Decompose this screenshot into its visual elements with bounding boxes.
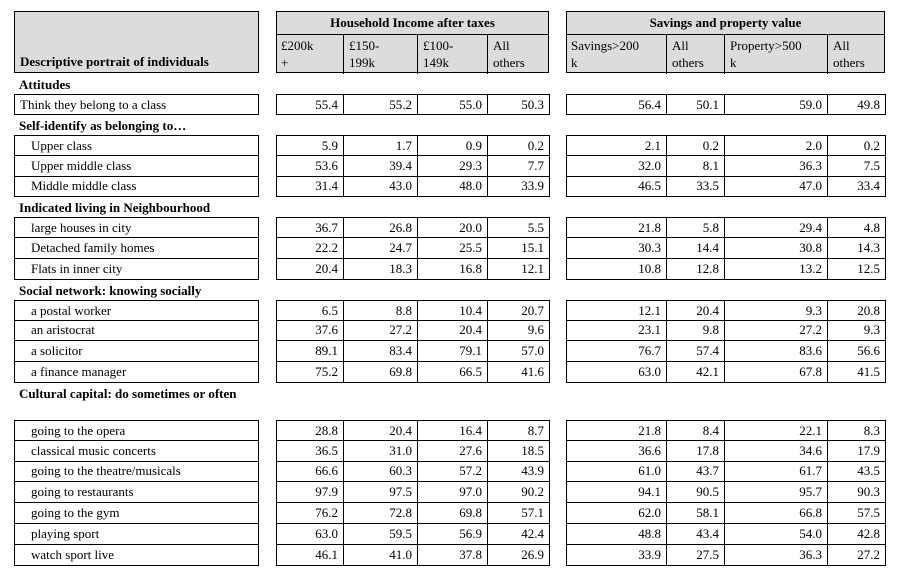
savings-col-header-line: Savings>200: [571, 38, 640, 53]
table-cell: 6.5: [276, 300, 344, 321]
savings-col-header-1: [566, 34, 666, 74]
table-cell: 53.6: [276, 156, 344, 177]
table-cell: 36.3: [725, 545, 828, 566]
table-cell: 42.1: [667, 362, 725, 383]
table-row: [0, 176, 901, 197]
table-row: [0, 94, 901, 115]
table-cell: 69.8: [418, 503, 488, 524]
row-label: Upper class: [14, 135, 259, 156]
table-cell: 27.6: [418, 441, 488, 462]
table-cell: 30.3: [566, 238, 667, 259]
income-col-header-line: +: [281, 55, 289, 70]
table-cell: 20.7: [488, 300, 550, 321]
table-row: [0, 320, 901, 341]
table-cell: 17.8: [667, 441, 725, 462]
table-cell: 8.8: [344, 300, 418, 321]
income-col-header-1: [276, 34, 343, 74]
table-cell: 36.7: [276, 217, 344, 238]
table-cell: 14.4: [667, 238, 725, 259]
table-cell: 43.5: [828, 461, 886, 482]
table-cell: 48.8: [566, 524, 667, 545]
table-cell: 23.1: [566, 320, 667, 341]
table-cell: 28.8: [276, 420, 344, 441]
table-cell: 8.3: [828, 420, 886, 441]
savings-col-header-line: others: [672, 55, 704, 70]
table-cell: 43.9: [488, 461, 550, 482]
table-cell: 57.5: [828, 503, 886, 524]
savings-property-header: [566, 11, 885, 73]
table-cell: 90.2: [488, 482, 550, 503]
table-cell: 32.0: [566, 156, 667, 177]
table-cell: 67.8: [725, 362, 828, 383]
table-cell: 57.4: [667, 341, 725, 362]
row-label: large houses in city: [14, 217, 259, 238]
table-cell: 42.8: [828, 524, 886, 545]
descriptive-header: [14, 11, 259, 73]
table-cell: 54.0: [725, 524, 828, 545]
income-col-header-line: All: [493, 38, 510, 53]
table-cell: 0.2: [828, 135, 886, 156]
table-cell: 79.1: [418, 341, 488, 362]
table-cell: 42.4: [488, 524, 550, 545]
table-cell: 9.6: [488, 320, 550, 341]
table-cell: 58.1: [667, 503, 725, 524]
table-cell: 56.9: [418, 524, 488, 545]
table-cell: 59.0: [725, 94, 828, 115]
table-row: [0, 300, 901, 321]
table-row: [0, 503, 901, 524]
table-row: [0, 238, 901, 259]
table-cell: 61.0: [566, 461, 667, 482]
table-cell: 61.7: [725, 461, 828, 482]
table-row: [0, 362, 901, 383]
table-cell: 8.1: [667, 156, 725, 177]
table-cell: 20.8: [828, 300, 886, 321]
table-cell: 2.0: [725, 135, 828, 156]
table-cell: 66.5: [418, 362, 488, 383]
table-cell: 27.2: [344, 320, 418, 341]
table-cell: 16.8: [418, 259, 488, 280]
row-label: watch sport live: [14, 545, 259, 566]
row-label: going to the opera: [14, 420, 259, 441]
table-row: [0, 156, 901, 177]
table-cell: 7.5: [828, 156, 886, 177]
savings-col-header-line: All: [672, 38, 689, 53]
table-cell: 62.0: [566, 503, 667, 524]
table-cell: 24.7: [344, 238, 418, 259]
section-title: Indicated living in Neighbourhood: [19, 200, 211, 216]
row-label: a postal worker: [14, 300, 259, 321]
table-row: [0, 441, 901, 462]
table-cell: 43.4: [667, 524, 725, 545]
table-cell: 59.5: [344, 524, 418, 545]
table-cell: 63.0: [276, 524, 344, 545]
table-cell: 97.9: [276, 482, 344, 503]
row-label: going to the gym: [14, 503, 259, 524]
table-cell: 56.6: [828, 341, 886, 362]
table-cell: 1.7: [344, 135, 418, 156]
table-cell: 9.3: [725, 300, 828, 321]
table-cell: 50.1: [667, 94, 725, 115]
table-cell: 36.3: [725, 156, 828, 177]
table-cell: 83.6: [725, 341, 828, 362]
table-cell: 27.5: [667, 545, 725, 566]
table-cell: 63.0: [566, 362, 667, 383]
table-cell: 10.8: [566, 259, 667, 280]
table-cell: 95.7: [725, 482, 828, 503]
table-cell: 15.1: [488, 238, 550, 259]
table-cell: 12.1: [488, 259, 550, 280]
table-cell: 21.8: [566, 217, 667, 238]
table-cell: 18.3: [344, 259, 418, 280]
table-row: [0, 524, 901, 545]
table-cell: 56.4: [566, 94, 667, 115]
table-cell: 5.9: [276, 135, 344, 156]
income-col-header-3: [417, 34, 487, 74]
income-col-header-line: others: [493, 55, 525, 70]
income-col-header-4: [487, 34, 549, 74]
savings-col-header-3: [724, 34, 827, 74]
savings-property-title: Savings and property value: [567, 12, 884, 35]
table-cell: 69.8: [344, 362, 418, 383]
table-cell: 89.1: [276, 341, 344, 362]
table-cell: 5.5: [488, 217, 550, 238]
table-row: [0, 461, 901, 482]
table-cell: 57.0: [488, 341, 550, 362]
table-cell: 20.4: [667, 300, 725, 321]
table-cell: 20.4: [276, 259, 344, 280]
table-cell: 94.1: [566, 482, 667, 503]
table-cell: 31.4: [276, 176, 344, 197]
savings-col-header-line: k: [571, 55, 578, 70]
row-label: Upper middle class: [14, 156, 259, 177]
table-cell: 9.3: [828, 320, 886, 341]
row-label: Think they belong to a class: [14, 94, 259, 115]
income-col-header-line: 149k: [423, 55, 449, 70]
table-cell: 0.9: [418, 135, 488, 156]
table-cell: 14.3: [828, 238, 886, 259]
income-col-header-line: £200k: [281, 38, 314, 53]
table-cell: 10.4: [418, 300, 488, 321]
table-cell: 47.0: [725, 176, 828, 197]
table-cell: 97.0: [418, 482, 488, 503]
table-cell: 9.8: [667, 320, 725, 341]
table-cell: 8.4: [667, 420, 725, 441]
table-cell: 83.4: [344, 341, 418, 362]
row-label: a finance manager: [14, 362, 259, 383]
table-row: [0, 259, 901, 280]
savings-col-header-line: k: [730, 55, 737, 70]
table-cell: 8.7: [488, 420, 550, 441]
table-cell: 33.5: [667, 176, 725, 197]
table-cell: 66.8: [725, 503, 828, 524]
table-cell: 5.8: [667, 217, 725, 238]
table-cell: 66.6: [276, 461, 344, 482]
table-cell: 33.9: [488, 176, 550, 197]
table-cell: 18.5: [488, 441, 550, 462]
table-row: [0, 135, 901, 156]
table-cell: 27.2: [725, 320, 828, 341]
table-cell: 25.5: [418, 238, 488, 259]
table-cell: 57.2: [418, 461, 488, 482]
income-col-header-line: £150-: [349, 38, 380, 53]
table-cell: 2.1: [566, 135, 667, 156]
table-cell: 75.2: [276, 362, 344, 383]
table-cell: 33.9: [566, 545, 667, 566]
table-cell: 12.1: [566, 300, 667, 321]
table-cell: 36.6: [566, 441, 667, 462]
household-income-title: Household Income after taxes: [277, 12, 548, 35]
table-cell: 31.0: [344, 441, 418, 462]
section-title: Social network: knowing socially: [19, 282, 202, 298]
table-cell: 22.2: [276, 238, 344, 259]
row-label: playing sport: [14, 524, 259, 545]
table-cell: 55.0: [418, 94, 488, 115]
table-cell: 26.9: [488, 545, 550, 566]
table-cell: 76.2: [276, 503, 344, 524]
row-label: going to restaurants: [14, 482, 259, 503]
row-label: Flats in inner city: [14, 259, 259, 280]
table-cell: 37.6: [276, 320, 344, 341]
table-cell: 20.0: [418, 217, 488, 238]
savings-col-header-line: Property>500: [730, 38, 802, 53]
table-cell: 34.6: [725, 441, 828, 462]
table-cell: 41.5: [828, 362, 886, 383]
table-cell: 76.7: [566, 341, 667, 362]
table-cell: 33.4: [828, 176, 886, 197]
table-cell: 12.5: [828, 259, 886, 280]
table-cell: 4.8: [828, 217, 886, 238]
table-cell: 90.3: [828, 482, 886, 503]
row-label: an aristocrat: [14, 320, 259, 341]
income-col-header-2: [343, 34, 417, 74]
table-cell: 30.8: [725, 238, 828, 259]
table-cell: 48.0: [418, 176, 488, 197]
row-label: a solicitor: [14, 341, 259, 362]
income-col-header-line: 199k: [349, 55, 375, 70]
table-row: [0, 545, 901, 566]
table-row: [0, 482, 901, 503]
table-cell: 50.3: [488, 94, 550, 115]
table-cell: 97.5: [344, 482, 418, 503]
table-cell: 49.8: [828, 94, 886, 115]
table-cell: 39.4: [344, 156, 418, 177]
table-cell: 22.1: [725, 420, 828, 441]
table-cell: 0.2: [667, 135, 725, 156]
row-label: going to the theatre/musicals: [14, 461, 259, 482]
table-cell: 90.5: [667, 482, 725, 503]
table-cell: 43.0: [344, 176, 418, 197]
table-cell: 29.4: [725, 217, 828, 238]
table-cell: 60.3: [344, 461, 418, 482]
table-cell: 55.4: [276, 94, 344, 115]
savings-col-header-line: All: [833, 38, 850, 53]
table-cell: 0.2: [488, 135, 550, 156]
table-cell: 17.9: [828, 441, 886, 462]
table-row: [0, 217, 901, 238]
section-title: Self-identify as belonging to…: [19, 117, 187, 133]
descriptive-header-label: Descriptive portrait of individuals: [20, 54, 209, 69]
section-title: Cultural capital: do sometimes or often: [19, 385, 237, 401]
table-cell: 43.7: [667, 461, 725, 482]
table-row: [0, 341, 901, 362]
section-title: Attitudes: [19, 77, 71, 92]
table-cell: 41.6: [488, 362, 550, 383]
table-cell: 7.7: [488, 156, 550, 177]
table-cell: 29.3: [418, 156, 488, 177]
savings-col-header-4: [827, 34, 885, 74]
table-cell: 27.2: [828, 545, 886, 566]
table-cell: 26.8: [344, 217, 418, 238]
table-cell: 12.8: [667, 259, 725, 280]
row-label: Middle middle class: [14, 176, 259, 197]
savings-col-header-line: others: [833, 55, 865, 70]
row-label: classical music concerts: [14, 441, 259, 462]
savings-col-header-2: [666, 34, 724, 74]
table-cell: 37.8: [418, 545, 488, 566]
table-cell: 20.4: [418, 320, 488, 341]
table-cell: 20.4: [344, 420, 418, 441]
table-cell: 46.1: [276, 545, 344, 566]
table-cell: 36.5: [276, 441, 344, 462]
table-cell: 13.2: [725, 259, 828, 280]
table-cell: 46.5: [566, 176, 667, 197]
row-label: Detached family homes: [14, 238, 259, 259]
table-cell: 16.4: [418, 420, 488, 441]
table-cell: 41.0: [344, 545, 418, 566]
table-cell: 72.8: [344, 503, 418, 524]
table-cell: 55.2: [344, 94, 418, 115]
income-col-header-line: £100-: [423, 38, 454, 53]
table-cell: 57.1: [488, 503, 550, 524]
table-cell: 21.8: [566, 420, 667, 441]
table-row: [0, 420, 901, 441]
household-income-header: [276, 11, 549, 73]
